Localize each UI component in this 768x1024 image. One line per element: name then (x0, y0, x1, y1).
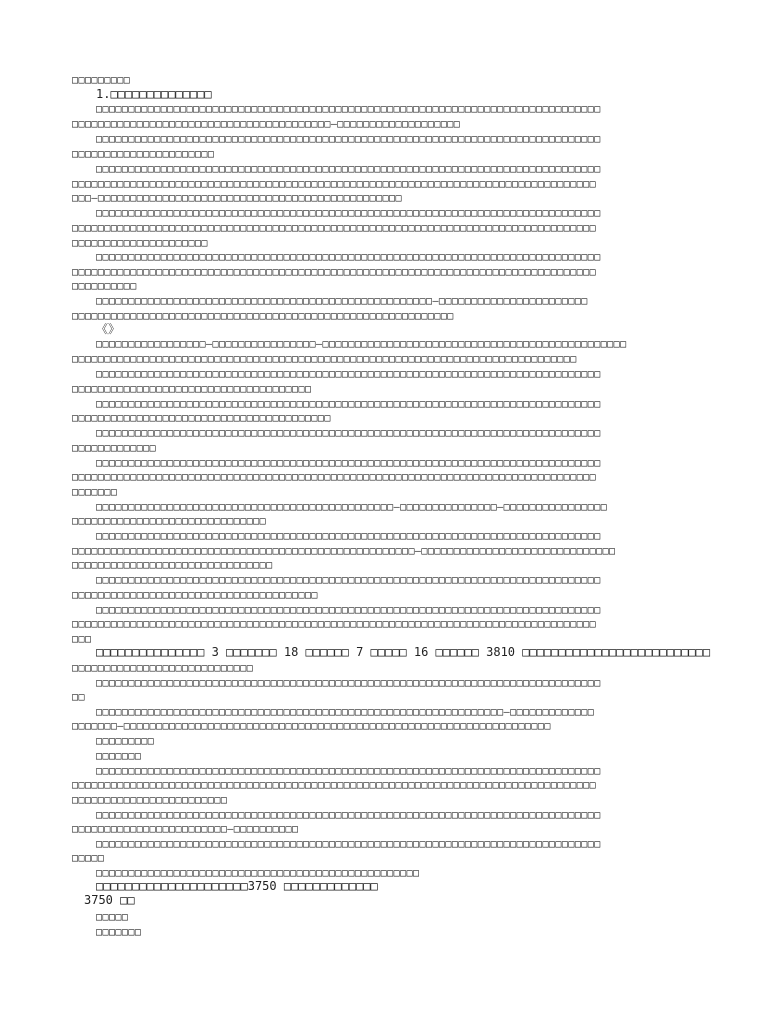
text-line: □□□□□□□□□□□□□□□□□□□□□□□□□□□□□□□□□□□□□□□□□□□□□□□□□□□□□□□□□□□□□□□□□□□□□□□□□□□□□□□□□ (72, 472, 597, 483)
text-line: □□□□□□□□□□□□□□□□□□□□□□□□□□□□□□ (72, 516, 267, 527)
text-line: □□□□□□□—□□□□□□□□□□□□□□□□□□□□□□□□□□□□□□□□□□□□□□□□□□□□□□□□□□□□□□□□□□□□□□□□□□ (72, 721, 551, 732)
text-line: □□□□□□□□□□□□□□□□□□□□□□□□□□□□□□□□□□□□□□□□□□□□□□□□□□ (96, 868, 420, 879)
text-line: □□□□□□□□□□□□□□□□□□□□□□□□□□□□ (72, 663, 254, 674)
doc-heading: □□□□□□□□□ (72, 75, 131, 86)
text-line-with-number: □□□□□□□□□□□□□□□□□□□□□3750 □□□□□□□□□□□□□ (96, 879, 378, 893)
text-line: □□□ (72, 634, 92, 645)
section-heading: 1.□□□□□□□□□□□□□□ (96, 87, 212, 101)
text-line: □□□□□□□□□□□□□□□□□—□□□□□□□□□□□□□□□□—□□□□□□□□□□□□□□□□□□□□□□□□□□□□□□□□□□□□□□□□□□□□□□□ (96, 339, 627, 350)
text-line: □□□□□□□□□□□□□□□□□□□□□□□□□□□□□□□□□□□□□□□□□□□□□□□□□□□□□□□□□□□□□□□□□□□□□□□□□□□□□□ (96, 428, 601, 439)
text-line: □□□□□□□□□□□□□□□□□□□□□□□□□□□□□□□□□□□□□□□□□□□□□□□□□□□□□□□□□□□□□□□□□□□□□□□□□□□□□□□□□ (72, 223, 597, 234)
text-line: □□□□□□□□□□□□□□□□□□□□□□□□□□□□□□□□□□□□□□□□□□□□□□□□□□□□□□□□□□□□□□□□□□□□□□□□□□□□□□ (96, 252, 601, 263)
text-line: □□□□□□□□□□□□□□□□□□□□□□□□□□□□□□□□□□□□□□□□□□□□□□□□□□□□□□□□□□□□□□□□□□□□□□□□□□□□□□ (96, 531, 601, 542)
text-line: □□□□□□□□□□□□□□□□□□□□□□□□—□□□□□□□□□□ (72, 824, 299, 835)
text-line: □□□□□□□□□□□□□□□□□□□□□□□□□□□□□□□□□□□□□□□□□□□□□□□□□□□□□□□□□□□□□□□□□□□□□□□□□□□□□□□□□ (72, 267, 597, 278)
text-line: □□□□□ (96, 912, 129, 923)
text-line: □□□□□□□□□□□□□□□□□□□□□□□□□□□□□□□□□□□□□□□□□□□□□□□□□□□□□□□□□□□□□□□□□□□□□□□□□□□□□□ (96, 208, 601, 219)
text-line: □□□□□□□□□□□□□□□□□□□□□□□□□□□□□□□□□□□□□□□□□□□□□□□□□□□□□□□□□□□□□□□□□□□□□□□□□□□□□□ (96, 678, 601, 689)
text-line: □□□□□□□□□□□□□□□□□□□□□□□□□□□□□□□□□□□□□□□□□□□□□□□□□□□□□□□□□□□□□□□□□□□□□□□□□□□□□□ (96, 839, 601, 850)
text-line: □□□□□□□□□□□□□□□□□□□□□□ (72, 149, 215, 160)
text-line: □□□□□ (72, 853, 105, 864)
text-line: □□□□□□□□□□□□□ (72, 443, 157, 454)
text-line: □□□□□□□□□□□□□□□□□□□□□□□□□□□□□□□□□□□□□□□□□□□□□□□□□□□□□□□□□□□□□□□□□□□□□□□□□□□□□□□□□ (72, 619, 597, 630)
text-line: □□□□□□□□□□□□□□□□□□□□□□□□ (72, 795, 228, 806)
text-line: □□□□□□□□□ (96, 736, 155, 747)
text-line: □□□□□□□□□□□□□□□□□□□□□□□□□□□□□□□□□□□□□□□□□□□□□□□□□□□□□□□□□□□□□□□□□□□□□□□□□□□□□□ (72, 354, 577, 365)
text-line: □□□□□□□□□□ (72, 281, 137, 292)
text-line: □□□□□□□□□□□□□□□□□□□□□□□□□□□□□□□□□□□□□□□□□□□□□□□□□□□□□□□□□□□□□□□□□□□□□□□□□□□□□□ (96, 399, 601, 410)
text-line: □□□□□□□□□□□□□□□□□□□□□□□□□□□□□□□□□□□□□ (72, 384, 312, 395)
text-line: □□□□□□□□□□□□□□□□□□□□□□□□□□□□□□□□□□□□□□□□ (72, 413, 331, 424)
text-line: □□□□□□□□□□□□□□□□□□□□□□□□□□□□□□□□□□□□□□□□□□□□□□□□□□□□□□□□□□□□□□□□□□□□□□□□□□□□□□□□□ (72, 780, 597, 791)
text-line: □□□□□□□□□□□□□□□□□□□□□□□□□□□□□□□□□□□□□□□□□□□□□□□□□□□□□□□□□□□□□□□□□□□□□□□□□□□□□□ (96, 575, 601, 586)
text-line: □□□□□□□□□□□□□□□□□□□□□□□□□□□□□□□□□□□□□□□□□□□□□□□□□□□□□□□□□□□ (72, 311, 454, 322)
text-line: □□□□□□□□□□□□□□□□□□□□□□□□□□□□□□□□□□□□□□□□□□□□□□□□□□□□□□□□□□□□□□□□□□□□□□□□□□□□□□ (96, 369, 601, 380)
text-line: □□□□□□□□□□□□□□□□□□□□□□□□□□□□□□□□□□□□□□□□□□□□□□□□□□□□—□□□□□□□□□□□□□□□□□□□□□□□ (96, 296, 588, 307)
text-line: □□□□□□□□□□□□□□□□□□□□□□□□□□□□□□□□□□□□□□□□□□□□□□□□□□□□□□□□□□□□□□□□□□□□□□□□□□□□□□ (96, 458, 601, 469)
text-line: □□□□□□□ (96, 751, 142, 762)
text-line: □□□□□□□□□□□□□□□□□□□□□ (72, 238, 208, 249)
text-line: □□□□□□□ (96, 927, 142, 938)
text-line-with-numbers: □□□□□□□□□□□□□□□ 3 □□□□□□□ 18 □□□□□□ 7 □□□□□ 16 □□□□□□ 3810 □□□□□□□□□□□□□□□□□□□□□□□□□□ (96, 645, 711, 659)
text-line: □□□—□□□□□□□□□□□□□□□□□□□□□□□□□□□□□□□□□□□□□□□□□□□□□□□ (72, 193, 402, 204)
text-line: □□□□□□□□□□□□□□□□□□□□□□□□□□□□□□□□□□□□□□ (72, 590, 318, 601)
text-line-with-number: 3750 □□ (84, 893, 135, 907)
text-line: □□□□□□□□□□□□□□□□□□□□□□□□□□□□□□□□□□□□□□□□□□□□□□□□□□□□□□□□□□□□□□□□□□□□□□□□□□□□□□ (96, 810, 601, 821)
book-title-brackets: 《》 (96, 322, 121, 336)
text-line: □□□□□□□□□□□□□□□□□□□□□□□□□□□□□□□□□□□□□□□□□□□□□□□□□□□□□□□□□□□□□□□□□□□□□□□□□□□□□□ (96, 134, 601, 145)
text-line: □□□□□□□□□□□□□□□□□□□□□□□□□□□□□□□ (72, 560, 273, 571)
text-line: □□□□□□□□□□□□□□□□□□□□□□□□□□□□□□□□□□□□□□□□□□□□□□□□□□□□□□□□□□□□□□□□□□□□□□□□□□□□□□ (96, 104, 601, 115)
text-line: □□ (72, 692, 85, 703)
text-line: □□□□□□□□□□□□□□□□□□□□□□□□□□□□□□□□□□□□□□□□□□□□□□□□□□□□□□□□□□□□□□□—□□□□□□□□□□□□□ (96, 707, 595, 718)
text-line: □□□□□□□□□□□□□□□□□□□□□□□□□□□□□□□□□□□□□□□□□□□□□□□□□□□□□—□□□□□□□□□□□□□□□□□□□□□□□□□□□□□□ (72, 546, 616, 557)
text-line: □□□□□□□□□□□□□□□□□□□□□□□□□□□□□□□□□□□□□□□□□□□□□□□□□□□□□□□□□□□□□□□□□□□□□□□□□□□□□□□□□ (72, 179, 597, 190)
text-line: □□□□□□□ (72, 487, 118, 498)
text-line: □□□□□□□□□□□□□□□□□□□□□□□□□□□□□□□□□□□□□□□□□□□□□□—□□□□□□□□□□□□□□□—□□□□□□□□□□□□□□□□ (96, 502, 608, 513)
text-line: □□□□□□□□□□□□□□□□□□□□□□□□□□□□□□□□□□□□□□□□—□□□□□□□□□□□□□□□□□□□ (72, 119, 461, 130)
text-line: □□□□□□□□□□□□□□□□□□□□□□□□□□□□□□□□□□□□□□□□□□□□□□□□□□□□□□□□□□□□□□□□□□□□□□□□□□□□□□ (96, 164, 601, 175)
text-line: □□□□□□□□□□□□□□□□□□□□□□□□□□□□□□□□□□□□□□□□□□□□□□□□□□□□□□□□□□□□□□□□□□□□□□□□□□□□□□ (96, 766, 601, 777)
text-line: □□□□□□□□□□□□□□□□□□□□□□□□□□□□□□□□□□□□□□□□□□□□□□□□□□□□□□□□□□□□□□□□□□□□□□□□□□□□□□ (96, 605, 601, 616)
